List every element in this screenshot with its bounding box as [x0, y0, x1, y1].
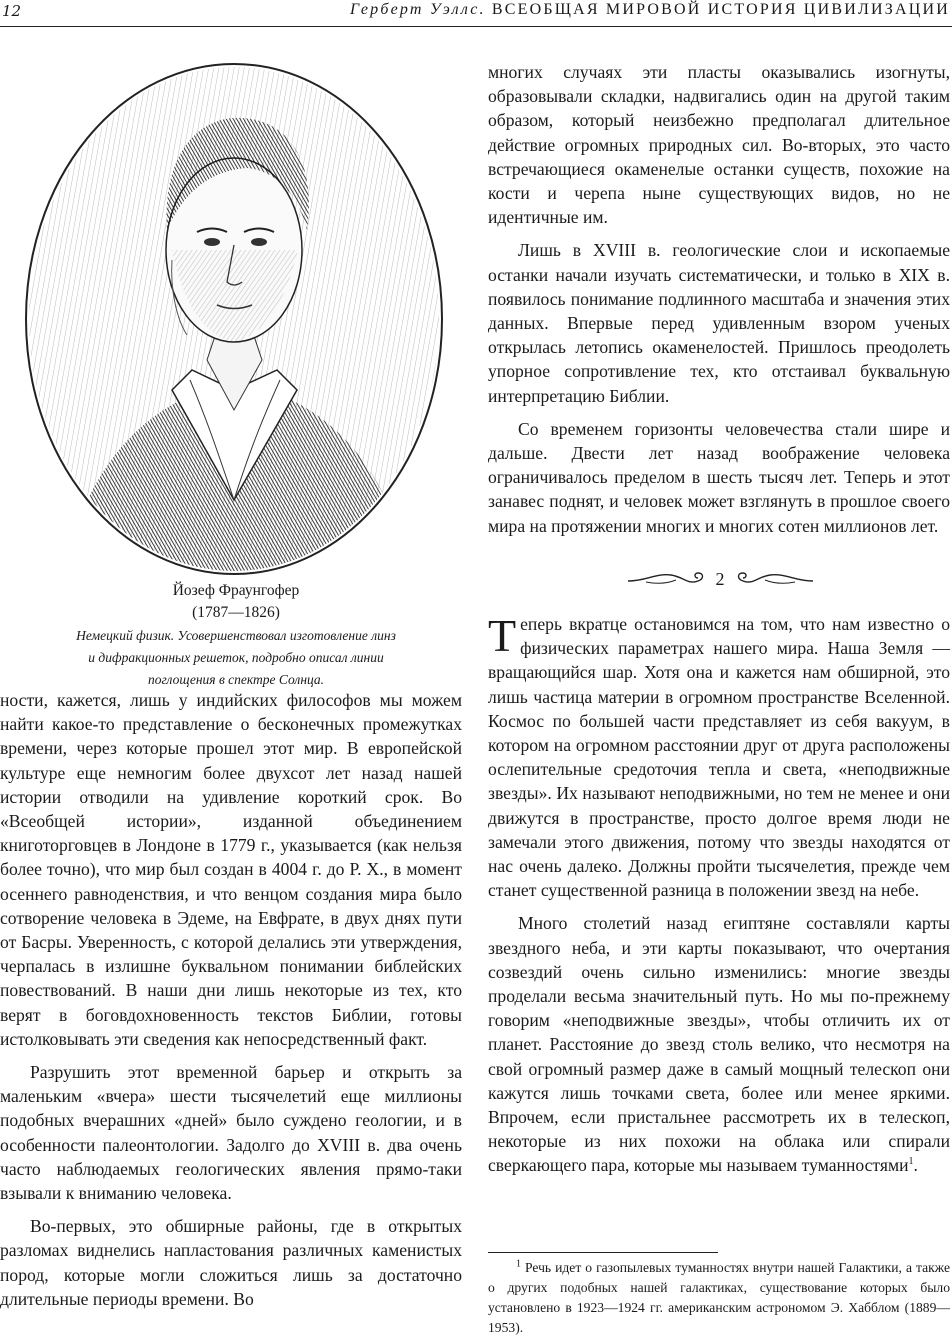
- paragraph: ности, кажется, лишь у индийских философов мы можем найти какое-то представление о бесконечных промежутках времени, через которые прошел этот мир. В европейской культуре еще немногим более двухсот лет назад нашей истории отводили на удивление короткий срок. Во «Всеобщей истории», изданной объединением книготорговцев в Лондоне в 1779 г., указывается (как нельзя более точно), что мир был создан в 4004 г. до Р. Х., в момент осеннего равноденствия, и что венцом создания мира было сотворение человека в Эдеме, на Евфрате, в двух днях пути от Басры. Уверенность, с которой делались эти утверждения, черпалась в излишне буквальном понимании библейских повествований. В наши дни лишь некоторые из тех, кто верят в боговдохновенность текстов Библии, готовы истолковывать эти сведения как непосредственный факт.: [0, 690, 462, 1049]
- caption-desc-line: Немецкий физик. Усовершенствовал изготовление линз: [76, 628, 396, 643]
- paragraph: Разрушить этот временной барьер и открыть за маленьким «вчера» шести тысячелетий еще миллионы подобных вчерашних «дней» было суждено геологии, и в особенности палеонтологии. Задолго до XVIII в. два очень часто наблюдаемых геологических явления прямо-таки взывали к вниманию человека.: [0, 1062, 462, 1204]
- figure-caption: [10, 580, 462, 691]
- caption-desc-line: и дифракционных решеток, подробно описал линии: [88, 650, 384, 665]
- left-column: [0, 688, 462, 1320]
- portrait-engraving: [22, 60, 446, 578]
- paragraph-text: еперь вкратце остановимся на том, что нам известно о физических параметрах нашего мира. Наша Земля — вращающийся шар. Хотя она и кажется нам обширной, это лишь частица материи в огромном пространстве Вселенной. Космос по большей части представляет из себя вакуум, в котором на огромном расстоянии друг от друга расположены ослепительные средоточия тепла и света, «неподвижные звезды». Их называют неподвижными, но тем не менее и они движутся в пространстве, просто долгое время люди не замечали этого движения, потому что звезды находятся от нас очень далеко. Должны пройти тысячелетия, прежде чем станет существенной разница в положении звезд на небе.: [488, 614, 950, 901]
- paragraph: многих случаях эти пласты оказывались изогнуты, образовывали складки, надвигались один на другой таким образом, который неизбежно предполагал длительное действие огромных природных сил. Во-вторых, это часто встречающиеся окаменелые останки существ, похожие на кости и черепа ныне существующих видов, но не идентичные им.: [488, 62, 950, 228]
- footnote: [488, 1258, 950, 1338]
- caption-years: (1787—1826): [192, 604, 280, 621]
- header-rule: [0, 26, 952, 27]
- paragraph: Со временем горизонты человечества стали шире и дальше. Двести лет назад воображение человека ограничивалось пределом в шесть тысяч лет. Теперь и этот занавес поднят, и человек может взглянуть в прошлое своего мира на протяжении многих и многих сотен миллионов лет.: [488, 418, 950, 536]
- running-author: Герберт Уэллс.: [350, 1, 486, 18]
- section-number: 2: [715, 568, 725, 589]
- running-book-title: ВСЕОБЩАЯ МИРОВОЙ ИСТОРИЯ ЦИВИЛИЗАЦИИ: [491, 1, 950, 18]
- paragraph: Лишь в XVIII в. геологические слои и ископаемые останки начали изучать систематически, и только в XIX в. появилось понимание подлинного масштаба и значения этих данных. Впервые перед удивленным взором ученых открылась летопись окаменелостей. Пришлось преодолеть упорное сопротивление тех, кто отстаивал буквальную интерпретацию Библии.: [488, 240, 950, 406]
- caption-description: [10, 625, 462, 691]
- paragraph: [488, 612, 950, 902]
- page-header: [0, 0, 952, 26]
- right-column-top: [488, 60, 950, 547]
- paragraph-text: Много столетий назад египтяне составляли карты звездного неба, и эти карты показывают, что очертания созвездий очень сильно изменились: многие звезды проделали весьма значительный путь. Но мы по-прежнему говорим «неподвижные звезды», чтобы отличить их от планет. Расстояние до звезд столь велико, что несмотря на свой огромный размер даже в самый мощный телескоп они кажутся лишь точками света, более или менее яркими. Впрочем, если пристальнее рассмотреть их в телескоп, некоторые из них похожи на облака или спирали сверкающего пара, которые мы называем туманностями: [488, 913, 950, 1176]
- caption-desc-line: поглощения в спектре Солнца.: [147, 672, 325, 687]
- paragraph: [488, 911, 950, 1177]
- paragraph-end: .: [913, 1155, 918, 1176]
- footnote-rule: [488, 1252, 718, 1253]
- right-column-bottom: [488, 612, 950, 1187]
- running-title: [120, 1, 950, 19]
- footnote-ref[interactable]: 1: [908, 1156, 914, 1168]
- footnote-text: Речь идет о газопылевых туманностях внутри нашей Галактики, а также о других подобных нашей галактиках, существование которых было установлено в 1923—1924 гг. американским астрономом Э. Хабблом (1889—1953).: [488, 1260, 950, 1335]
- page-number: 12: [2, 2, 22, 20]
- ornament-right-icon: [735, 569, 815, 589]
- caption-name: Йозеф Фраунгофер: [172, 582, 300, 599]
- paragraph: Во-первых, это обширные районы, где в открытых разломах виднелись напластования различных каменистых пород, которые могли сложиться лишь за достаточно длительные периоды времени. Во: [0, 1216, 462, 1309]
- drop-cap: Т: [488, 610, 517, 661]
- footnote-marker: 1: [516, 1258, 521, 1270]
- ornament-left-icon: [626, 569, 706, 589]
- section-divider: [612, 566, 828, 592]
